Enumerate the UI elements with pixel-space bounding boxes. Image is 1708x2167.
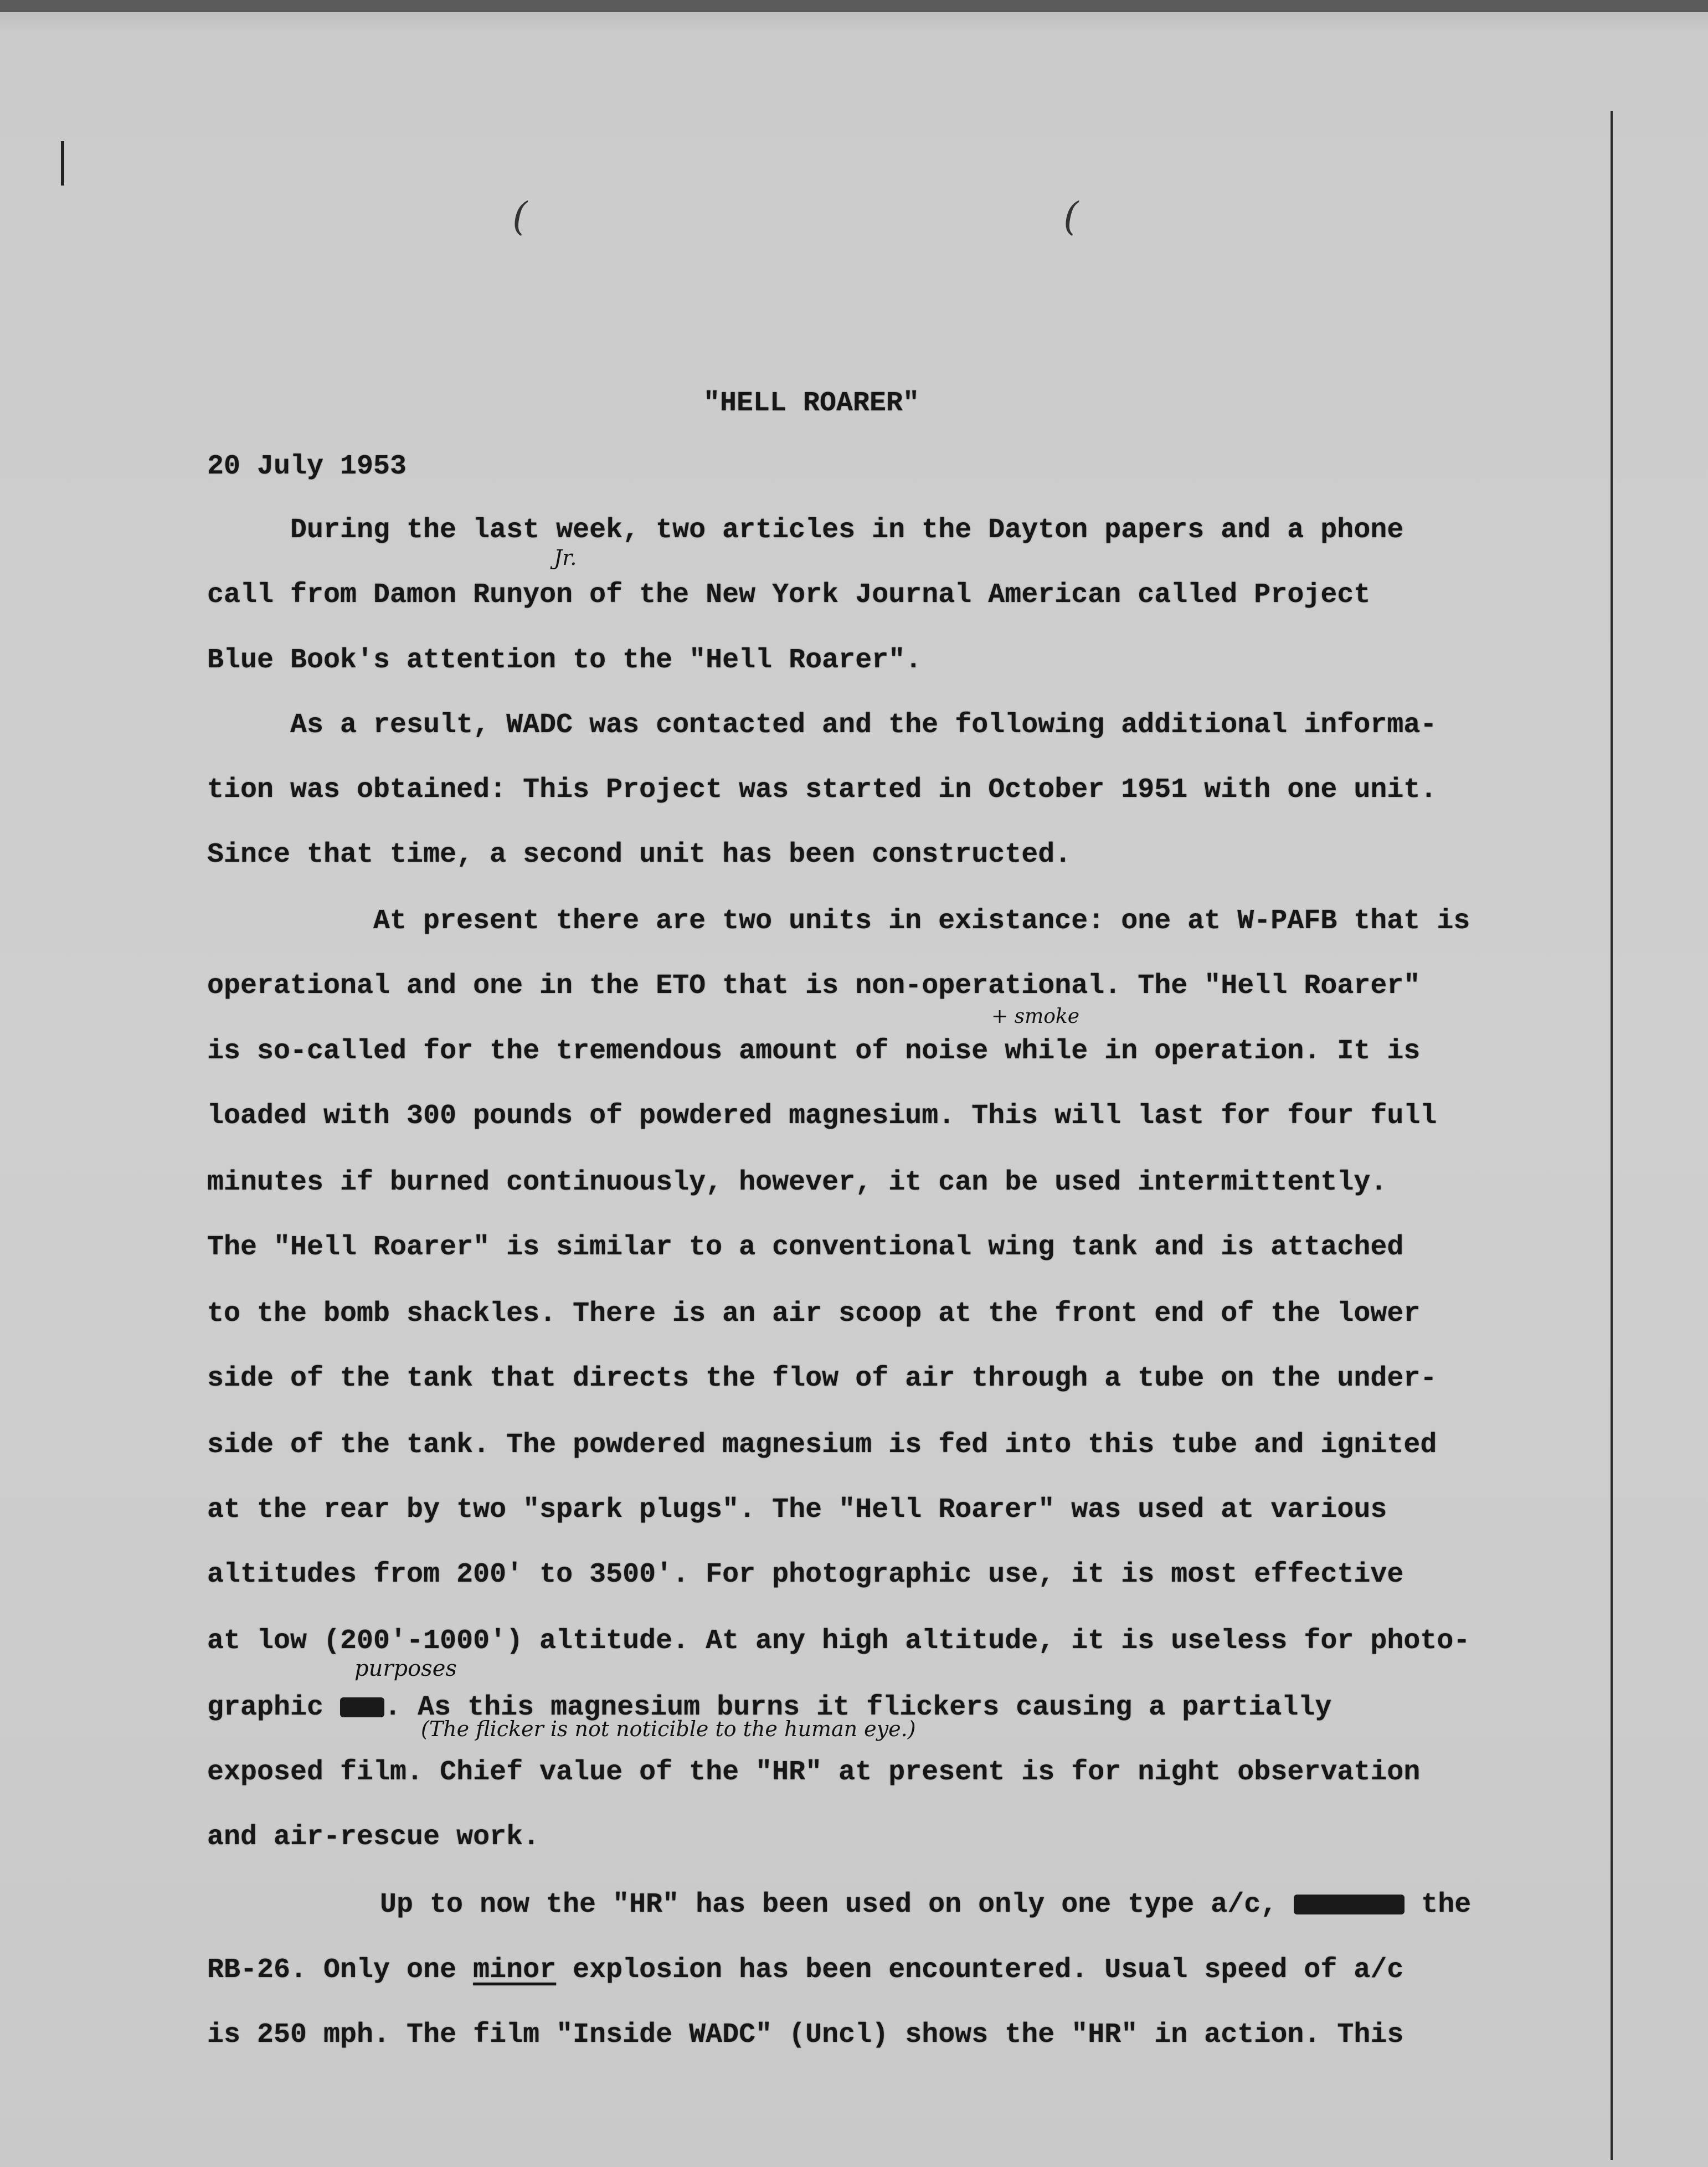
text-line	[207, 1954, 1403, 1987]
text-line: at the rear by two "spark plugs". The "Hell Roarer" was used at various	[207, 1494, 1387, 1526]
scan-top-edge	[0, 0, 1708, 12]
text-line	[380, 1888, 1471, 1922]
text-line: at low (200'-1000') altitude. At any high altitude, it is useless for photo-	[207, 1625, 1470, 1657]
struck-out-word	[1294, 1895, 1405, 1914]
document-title: "HELL ROARER"	[703, 388, 920, 419]
struck-out-word	[340, 1697, 384, 1717]
text-segment: Up to now the "HR" has been used on only one type a/c,	[380, 1889, 1278, 1921]
text-line: operational and one in the ETO that is non-operational. The "Hell Roarer"	[207, 970, 1421, 1002]
text-line: Blue Book's attention to the "Hell Roarer".	[207, 645, 922, 676]
handwritten-smoke: + smoke	[991, 1005, 1080, 1028]
scan-mark: (	[1063, 194, 1079, 239]
text-segment: explosion has been encountered. Usual speed of a/c	[573, 1954, 1404, 1986]
scan-mark	[61, 141, 64, 186]
text-segment: . As this magnesium burns it flickers causing a partially	[384, 1692, 1332, 1723]
text-line: Since that time, a second unit has been constructed.	[207, 839, 1072, 871]
text-line: call from Damon Runyon of the New York Journal American called Project	[207, 579, 1371, 611]
text-line: to the bomb shackles. There is an air scoop at the front end of the lower	[207, 1298, 1421, 1330]
text-line: During the last week, two articles in the Dayton papers and a phone	[290, 514, 1404, 546]
text-line: side of the tank. The powdered magnesium is fed into this tube and ignited	[207, 1429, 1437, 1461]
handwritten-flicker-note: (The flicker is not noticible to the human eye.)	[421, 1717, 916, 1741]
handwritten-jr: Jr.	[554, 545, 577, 570]
text-line: and air-rescue work.	[207, 1821, 540, 1853]
text-line: side of the tank that directs the flow of air through a tube on the under-	[207, 1363, 1437, 1394]
text-line: is so-called for the tremendous amount of noise while in operation. It is	[207, 1036, 1421, 1067]
text-line: is 250 mph. The film "Inside WADC" (Uncl) shows the "HR" in action. This	[207, 2019, 1404, 2051]
text-line: The "Hell Roarer" is similar to a conventional wing tank and is attached	[207, 1232, 1404, 1263]
text-segment: RB-26. Only one	[207, 1954, 457, 1986]
document-date: 20 July 1953	[207, 451, 407, 482]
text-line: loaded with 300 pounds of powdered magnesium. This will last for four full	[207, 1100, 1437, 1132]
text-line: altitudes from 200' to 3500'. For photographic use, it is most effective	[207, 1559, 1404, 1590]
text-line: tion was obtained: This Project was started in October 1951 with one unit.	[207, 774, 1437, 806]
text-line: At present there are two units in existance: one at W-PAFB that is	[373, 905, 1470, 937]
scan-mark: (	[512, 194, 528, 239]
text-segment: graphic	[207, 1692, 324, 1723]
text-line: As a result, WADC was contacted and the following additional informa-	[290, 709, 1437, 741]
text-line: minutes if burned continuously, however, it can be used intermittently.	[207, 1167, 1387, 1198]
margin-rule	[1611, 111, 1613, 2160]
text-line: exposed film. Chief value of the "HR" at present is for night observation	[207, 1757, 1421, 1788]
text-segment: the	[1421, 1889, 1472, 1921]
underlined-word: minor	[473, 1954, 557, 1986]
handwritten-purposes: purposes	[354, 1656, 457, 1681]
